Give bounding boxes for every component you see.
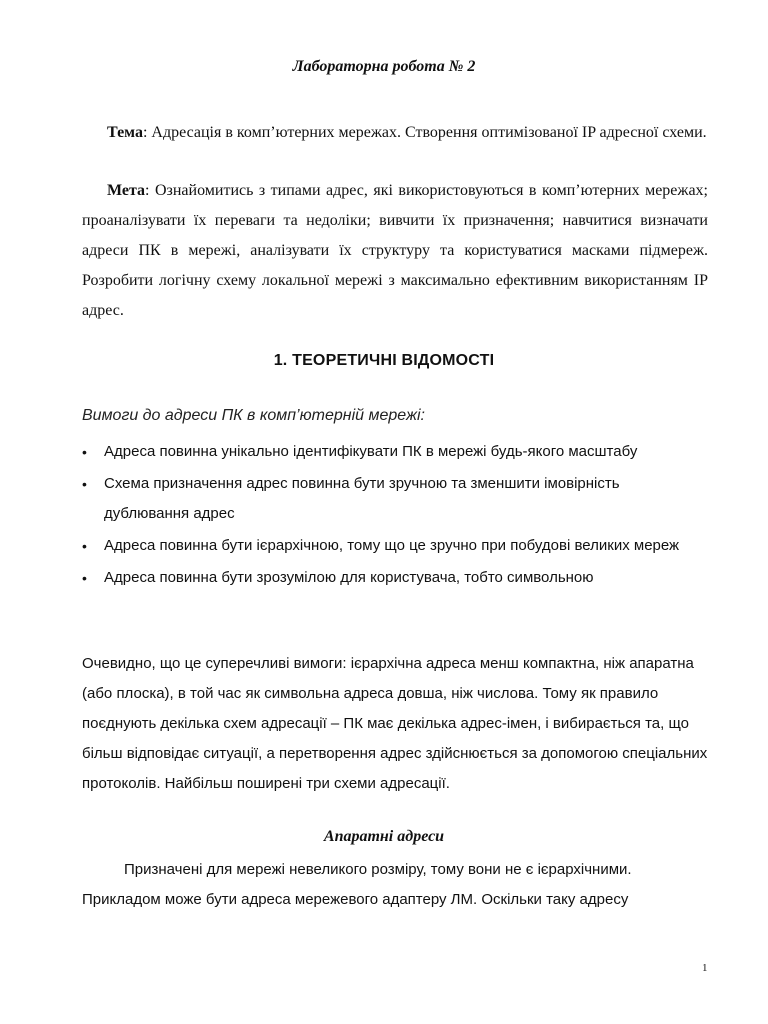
section-title: 1. ТЕОРЕТИЧНІ ВІДОМОСТІ [273,352,495,369]
body-paragraph: Очевидно, що це суперечливі вимоги: ієрархічна адреса менш компактна, ніж апаратна (або плоска), в той час як символьна адреса довша, ніж числова. Тому як правило поєднують декілька схем адресації – ПК має декілька адрес-імен, і вибирається та, що більш відповідає ситуації, а перетворення адрес здійснюється за допомогою спеціальних протоколів. Найбільш поширені три схеми адресації. [82,655,708,792]
topic-text: : Адресація в комп’ютерних мережах. Створення оптимізованої IP адресної схеми. [142,124,707,141]
list-item-text: Адреса повинна унікально ідентифікувати ПК в мережі будь-якого масштабу [104,443,638,460]
list-item [82,563,708,593]
list-item [82,531,708,561]
goal-label: Мета [107,182,146,199]
page-number: 1 [702,962,708,974]
list-item [82,437,708,467]
topic-paragraph [82,118,708,148]
goal-text: : Ознайомитись з типами адрес, які використовуються в комп’ютерних мережах; проаналізувати їх переваги та недоліки; вивчити їх призначення; навчитися визначати адреси ПК в мережі, аналізувати їх структуру та користуватися масками підмереж. Розробити логічну схему локальної мережі з максимально ефективним використанням IP адрес. [82,182,708,319]
requirements-heading: Вимоги до адреси ПК в комп’ютерній мережі: [82,407,425,424]
bullet-icon: • [82,570,87,586]
goal-paragraph [82,176,708,326]
bullet-icon: • [82,444,87,460]
topic-label: Тема [107,124,143,141]
subsection-title: Апаратні адреси [323,828,445,845]
requirements-list [82,437,708,595]
list-item-text: Схема призначення адрес повинна бути зручною та зменшити імовірність дублювання адрес [104,475,620,522]
subsection-paragraph: Призначені для мережі невеликого розміру, тому вони не є ієрархічними. Прикладом може бути адреса мережевого адаптеру ЛМ. Оскільки таку адресу [82,861,632,908]
list-item [82,469,708,529]
document-title: Лабораторна робота № 2 [292,58,476,75]
list-item-text: Адреса повинна бути зрозумілою для користувача, тобто символьною [104,569,594,586]
bullet-icon: • [82,538,87,554]
bullet-icon: • [82,476,87,492]
list-item-text: Адреса повинна бути ієрархічною, тому що це зручно при побудові великих мереж [104,537,680,554]
